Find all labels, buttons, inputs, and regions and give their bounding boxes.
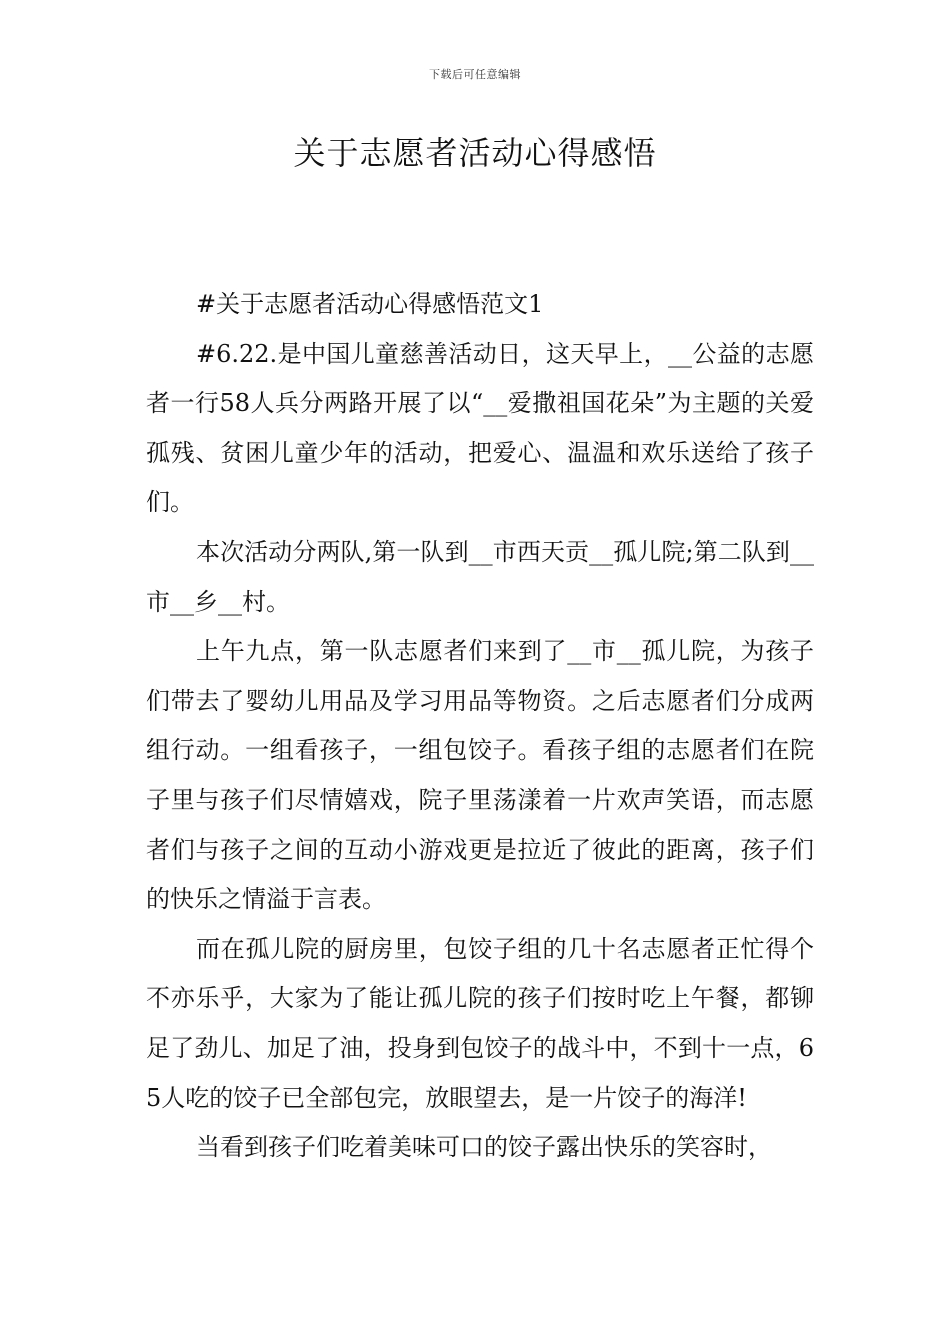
paragraph: 当看到孩子们吃着美味可口的饺子露出快乐的笑容时， [196,1133,772,1162]
paragraph: #6.22.是中国儿童慈善活动日，这天早上，__公益的志愿者一行58人兵分两路开展了以“__爱撒祖国花朵”为主题的关爱孤残、贫困儿童少年的活动，把爱心、温温和欢乐送给了孩子们。 [146,339,814,517]
paragraph: 而在孤儿院的厨房里，包饺子组的几十名志愿者正忙得个不亦乐乎，大家为了能让孤儿院的孩子们按时吃上午餐，都铆足了劲儿、加足了油，投身到包饺子的战斗中，不到十一点，65人吃的饺子已全部包完，放眼望去，是一片饺子的海洋! [146,934,814,1112]
paragraph-heading: #关于志愿者活动心得感悟范文1 [196,290,544,318]
document-title: 关于志愿者活动心得感悟 [293,134,657,172]
paragraph: 上午九点，第一队志愿者们来到了__市__孤儿院，为孩子们带去了婴幼儿用品及学习用品等物资。之后志愿者们分成两组行动。一组看孩子，一组包饺子。看孩子组的志愿者们在院子里与孩子们尽情嬉戏，院子里荡漾着一片欢声笑语，而志愿者们与孩子之间的互动小游戏更是拉近了彼此的距离，孩子们的快乐之情溢于言表。 [146,637,814,914]
document-body [146,280,814,1173]
paragraph: 本次活动分两队,第一队到__市西天贡__孤儿院;第二队到__市__乡__村。 [146,537,814,616]
header-note: 下载后可任意编辑 [429,68,521,81]
